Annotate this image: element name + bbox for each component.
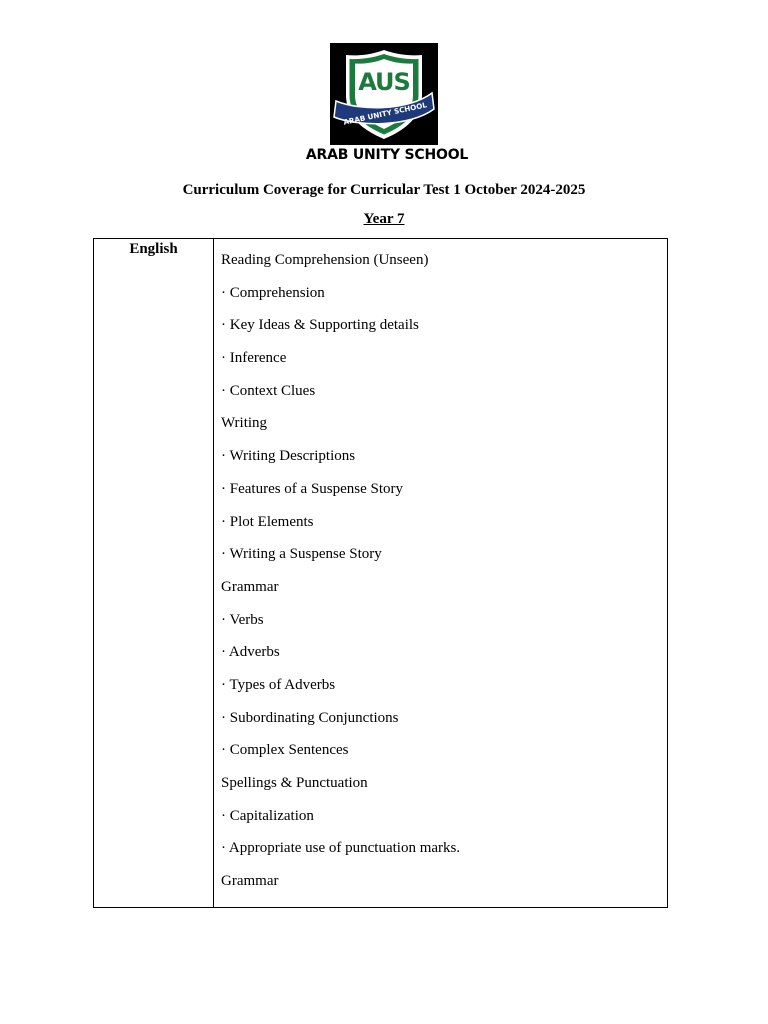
topic-item: · Context Clues xyxy=(221,382,316,399)
topic-item: · Inference xyxy=(221,350,287,367)
topic-item: · Writing a Suspense Story xyxy=(221,546,382,563)
logo-initials: AUS xyxy=(358,68,410,96)
topic-item: · Complex Sentences xyxy=(221,742,349,759)
subject-cell: English xyxy=(94,239,214,908)
topic-item: · Adverbs xyxy=(221,644,280,661)
topic-heading: Spellings & Punctuation xyxy=(221,775,368,791)
topic-heading: Reading Comprehension (Unseen) xyxy=(221,252,429,268)
topic-item: · Plot Elements xyxy=(221,513,314,530)
topic-item: · Capitalization xyxy=(221,807,314,824)
topic-item: · Subordinating Conjunctions xyxy=(221,709,399,726)
curriculum-table xyxy=(93,238,668,908)
topics-cell xyxy=(214,239,668,908)
year-label: Year 7 xyxy=(363,211,405,227)
topics-list xyxy=(221,251,667,890)
table-row xyxy=(94,239,668,908)
topic-item: · Comprehension xyxy=(221,284,325,301)
school-name: ARAB UNITY SCHOOL xyxy=(305,147,469,163)
topic-item: · Writing Descriptions xyxy=(221,448,356,465)
shield-logo-icon xyxy=(330,43,438,145)
topic-heading: Grammar xyxy=(221,578,279,595)
topic-item: · Types of Adverbs xyxy=(221,676,336,693)
topic-item: · Features of a Suspense Story xyxy=(221,480,404,497)
logo-banner-text: ARAB UNITY SCHOOL xyxy=(342,100,428,127)
topic-item: · Key Ideas & Supporting details xyxy=(221,317,419,334)
topic-item: · Appropriate use of punctuation marks. xyxy=(221,840,461,857)
topic-heading: Writing xyxy=(221,415,268,432)
topic-item: · Verbs xyxy=(221,611,264,628)
topic-heading: Grammar xyxy=(221,873,279,890)
school-logo xyxy=(330,43,438,145)
page-title: Curriculum Coverage for Curricular Test 1 October 2024-2025 xyxy=(182,182,586,198)
